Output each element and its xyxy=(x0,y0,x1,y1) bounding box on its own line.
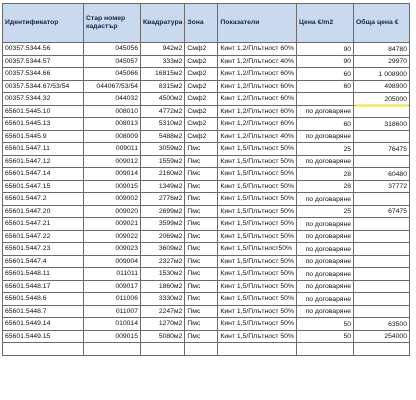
cell-indicators[interactable]: Кинт 1,5/Плътност 50% xyxy=(218,318,297,331)
header-indicators[interactable]: Показатели xyxy=(218,4,297,43)
cell-zone[interactable]: Смф2 xyxy=(185,118,218,131)
cell-id[interactable]: 65601.5447.4 xyxy=(3,255,84,268)
table-row xyxy=(3,193,410,206)
cell-zone[interactable]: Смф2 xyxy=(185,80,218,93)
header-price[interactable]: Цена €/m2 xyxy=(297,4,354,43)
cell-total[interactable]: 84780 xyxy=(354,43,410,56)
cell-price[interactable]: 60 xyxy=(297,118,354,131)
cell-area[interactable]: 3609м2 xyxy=(141,243,185,256)
cell-area[interactable]: 2699м2 xyxy=(141,205,185,218)
cell-id[interactable]: 65601.5449.14 xyxy=(3,318,84,331)
table-row xyxy=(3,305,410,318)
table-row xyxy=(3,343,410,356)
table-row xyxy=(3,330,410,343)
cell-old-number[interactable]: 009011 xyxy=(84,143,141,156)
cell-indicators[interactable]: Кинт 1,5/Плътност 50% xyxy=(218,218,297,231)
cell-id[interactable]: 65601.5447.20 xyxy=(3,205,84,218)
cell-indicators[interactable] xyxy=(218,343,297,356)
table-row xyxy=(3,318,410,331)
table-row xyxy=(3,280,410,293)
cell-zone[interactable] xyxy=(185,343,218,356)
cell-area[interactable]: 5080м2 xyxy=(141,330,185,343)
cell-id[interactable]: 65601.5447.2 xyxy=(3,193,84,206)
header-old-number[interactable]: Стар номер кадастър xyxy=(84,4,141,43)
cell-zone[interactable]: Пмс xyxy=(185,305,218,318)
cell-total[interactable] xyxy=(354,130,410,143)
cell-old-number[interactable]: 009002 xyxy=(84,193,141,206)
table-row xyxy=(3,118,410,131)
cell-id[interactable]: 65601.5447.11 xyxy=(3,143,84,156)
cell-id[interactable]: 65601.5448.17 xyxy=(3,280,84,293)
cell-total[interactable] xyxy=(354,105,410,118)
cell-old-number[interactable]: 009012 xyxy=(84,155,141,168)
cell-id[interactable]: 65601.5447.15 xyxy=(3,180,84,193)
cell-indicators[interactable]: Кинт 1,2/Плътност 60% xyxy=(218,68,297,81)
cell-old-number[interactable]: 045057 xyxy=(84,55,141,68)
cell-id[interactable]: 65601.5447.12 xyxy=(3,155,84,168)
table-row xyxy=(3,68,410,81)
table-row xyxy=(3,143,410,156)
cell-zone[interactable]: Пмс xyxy=(185,180,218,193)
cell-area[interactable]: 1559м2 xyxy=(141,155,185,168)
cell-price[interactable]: по договаряне xyxy=(297,293,354,306)
cell-price[interactable]: 28 xyxy=(297,168,354,181)
cell-indicators[interactable]: Кинт 1,5/Плътност 50% xyxy=(218,193,297,206)
cell-old-number[interactable]: 009015 xyxy=(84,180,141,193)
cell-total[interactable]: 60480 xyxy=(354,168,410,181)
cell-total[interactable]: 498900 xyxy=(354,80,410,93)
cell-price[interactable] xyxy=(297,343,354,356)
cell-total[interactable]: 37772 xyxy=(354,180,410,193)
cell-old-number[interactable] xyxy=(84,343,141,356)
cell-price[interactable] xyxy=(297,93,354,106)
cell-indicators[interactable]: Кинт 1,5/Плътност 50% xyxy=(218,255,297,268)
cell-old-number[interactable]: 008013 xyxy=(84,118,141,131)
cell-area[interactable]: 1270м2 xyxy=(141,318,185,331)
cell-price[interactable]: 90 xyxy=(297,43,354,56)
cell-total[interactable] xyxy=(354,255,410,268)
cell-old-number[interactable]: 009022 xyxy=(84,230,141,243)
table-row xyxy=(3,255,410,268)
cell-id[interactable]: 65601.5448.11 xyxy=(3,268,84,281)
cell-old-number[interactable]: 009023 xyxy=(84,243,141,256)
cell-area[interactable]: 5488м2 xyxy=(141,130,185,143)
cell-zone[interactable]: Пмс xyxy=(185,268,218,281)
cell-id[interactable]: 65601.5445.9 xyxy=(3,130,84,143)
cell-price[interactable]: по договаряне xyxy=(297,105,354,118)
cell-indicators[interactable]: Кинт 1,5/Плътност 50% xyxy=(218,180,297,193)
cell-area[interactable]: 3599м2 xyxy=(141,218,185,231)
cell-area[interactable]: 2776м2 xyxy=(141,193,185,206)
cell-area[interactable]: 1349м2 xyxy=(141,180,185,193)
cell-area[interactable]: 5310м2 xyxy=(141,118,185,131)
cell-old-number[interactable]: 044067/53/54 xyxy=(84,80,141,93)
cell-old-number[interactable]: 010014 xyxy=(84,318,141,331)
cell-indicators[interactable]: Кинт 1,2/Плътност 60% xyxy=(218,43,297,56)
cell-old-number[interactable]: 011011 xyxy=(84,268,141,281)
cell-old-number[interactable]: 044032 xyxy=(84,93,141,106)
table-row xyxy=(3,80,410,93)
cell-price[interactable]: по договаряне xyxy=(297,130,354,143)
cell-price[interactable]: 25 xyxy=(297,205,354,218)
cell-zone[interactable]: Смф2 xyxy=(185,105,218,118)
cell-price[interactable]: по договаряне xyxy=(297,280,354,293)
cell-zone[interactable]: Пмс xyxy=(185,255,218,268)
cell-price[interactable]: по договаряне xyxy=(297,305,354,318)
cell-old-number[interactable]: 009020 xyxy=(84,205,141,218)
cell-price[interactable]: 90 xyxy=(297,55,354,68)
cell-total[interactable]: 1 008900 xyxy=(354,68,410,81)
cell-area[interactable]: 2327м2 xyxy=(141,255,185,268)
cell-id[interactable]: 00357.5344.67/53/54 xyxy=(3,80,84,93)
cell-price[interactable]: 25 xyxy=(297,143,354,156)
cell-area[interactable]: 3330м2 xyxy=(141,293,185,306)
cell-old-number[interactable]: 008010 xyxy=(84,105,141,118)
cell-area[interactable]: 4772м2 xyxy=(141,105,185,118)
cell-price[interactable]: по договаряне xyxy=(297,243,354,256)
cell-old-number[interactable]: 045056 xyxy=(84,43,141,56)
table-row xyxy=(3,105,410,118)
cell-old-number[interactable]: 011007 xyxy=(84,305,141,318)
cell-area[interactable] xyxy=(141,343,185,356)
cell-area[interactable]: 16815м2 xyxy=(141,68,185,81)
cell-zone[interactable]: Смф2 xyxy=(185,130,218,143)
cell-zone[interactable]: Пмс xyxy=(185,280,218,293)
table-row xyxy=(3,268,410,281)
cell-price[interactable]: по договаряне xyxy=(297,268,354,281)
cell-indicators[interactable]: Кинт 1,2/Плътност 60% xyxy=(218,105,297,118)
cell-id[interactable]: 65601.5449.15 xyxy=(3,330,84,343)
cell-indicators[interactable]: Кинт 1,2/Плътност 40% xyxy=(218,130,297,143)
cell-price[interactable]: по договаряне xyxy=(297,218,354,231)
cell-zone[interactable]: Смф2 xyxy=(185,55,218,68)
cell-zone[interactable]: Пмс xyxy=(185,205,218,218)
table-row xyxy=(3,93,410,106)
property-table xyxy=(2,3,410,356)
cell-total[interactable]: 254000 xyxy=(354,330,410,343)
cell-old-number[interactable]: 009017 xyxy=(84,280,141,293)
cell-total[interactable] xyxy=(354,243,410,256)
cell-old-number[interactable]: 011006 xyxy=(84,293,141,306)
cell-id[interactable] xyxy=(3,343,84,356)
cell-old-number[interactable]: 009004 xyxy=(84,255,141,268)
cell-total[interactable] xyxy=(354,218,410,231)
cell-price[interactable]: по договаряне xyxy=(297,255,354,268)
cell-total[interactable] xyxy=(354,280,410,293)
cell-total[interactable] xyxy=(354,305,410,318)
cell-zone[interactable]: Пмс xyxy=(185,318,218,331)
cell-indicators[interactable]: Кинт 1,5/Плътност 50% xyxy=(218,230,297,243)
cell-id[interactable]: 65601.5445.13 xyxy=(3,118,84,131)
cell-indicators[interactable]: Кинт 1,5/Плътност 50% xyxy=(218,268,297,281)
cell-zone[interactable]: Смф2 xyxy=(185,93,218,106)
cell-indicators[interactable]: Кинт 1,5/Плътност 50% xyxy=(218,293,297,306)
cell-price[interactable]: по договаряне xyxy=(297,230,354,243)
table-row xyxy=(3,218,410,231)
cell-total[interactable]: 205000 xyxy=(354,93,410,106)
cell-old-number[interactable]: 009014 xyxy=(84,168,141,181)
table-row xyxy=(3,230,410,243)
cell-indicators[interactable]: Кинт 1,5/Плътност 50% xyxy=(218,330,297,343)
cell-area[interactable]: 2247м2 xyxy=(141,305,185,318)
table-row xyxy=(3,168,410,181)
cell-zone[interactable]: Пмс xyxy=(185,243,218,256)
cell-id[interactable]: 00357.5344.66 xyxy=(3,68,84,81)
cell-total[interactable] xyxy=(354,343,410,356)
table-row xyxy=(3,130,410,143)
cell-zone[interactable]: Пмс xyxy=(185,330,218,343)
table-row xyxy=(3,180,410,193)
cell-old-number[interactable]: 045066 xyxy=(84,68,141,81)
cell-total[interactable]: 76475 xyxy=(354,143,410,156)
cell-total[interactable] xyxy=(354,230,410,243)
table-row xyxy=(3,155,410,168)
cell-id[interactable]: 00357.5344.56 xyxy=(3,43,84,56)
cell-area[interactable]: 333м2 xyxy=(141,55,185,68)
cell-indicators[interactable]: Кинт 1,2/Плътност 60% xyxy=(218,118,297,131)
cell-area[interactable]: 2069м2 xyxy=(141,230,185,243)
cell-indicators[interactable]: Кинт 1,2/Плътност 60% xyxy=(218,80,297,93)
table-row xyxy=(3,293,410,306)
cell-area[interactable]: 4500м2 xyxy=(141,93,185,106)
cell-id[interactable]: 65601.5445.10 xyxy=(3,105,84,118)
cell-price[interactable]: по договаряне xyxy=(297,155,354,168)
cell-area[interactable]: 1860м2 xyxy=(141,280,185,293)
cell-total[interactable] xyxy=(354,268,410,281)
cell-zone[interactable]: Пмс xyxy=(185,230,218,243)
table-row xyxy=(3,205,410,218)
cell-total[interactable] xyxy=(354,155,410,168)
cell-price[interactable]: 50 xyxy=(297,318,354,331)
cell-total[interactable]: 63500 xyxy=(354,318,410,331)
cell-area[interactable]: 8315м2 xyxy=(141,80,185,93)
cell-total[interactable]: 29970 xyxy=(354,55,410,68)
cell-indicators[interactable]: Кинт 1,5/Плътност 50% xyxy=(218,305,297,318)
cell-zone[interactable]: Пмс xyxy=(185,293,218,306)
cell-zone[interactable]: Пмс xyxy=(185,168,218,181)
cell-area[interactable]: 942м2 xyxy=(141,43,185,56)
cell-id[interactable]: 00357.5344.57 xyxy=(3,55,84,68)
cell-zone[interactable]: Смф2 xyxy=(185,68,218,81)
header-row xyxy=(3,4,410,43)
cell-id[interactable]: 65601.5447.21 xyxy=(3,218,84,231)
cell-id[interactable]: 65601.5447.22 xyxy=(3,230,84,243)
cell-zone[interactable]: Пмс xyxy=(185,155,218,168)
header-area[interactable]: Квадратура xyxy=(141,4,185,43)
table-row xyxy=(3,55,410,68)
header-zone[interactable]: Зона xyxy=(185,4,218,43)
cell-id[interactable]: 65601.5448.6 xyxy=(3,293,84,306)
cell-total[interactable]: 318600 xyxy=(354,118,410,131)
cell-zone[interactable]: Смф2 xyxy=(185,43,218,56)
cell-indicators[interactable]: Кинт 1,2/Плътност 40% xyxy=(218,55,297,68)
cell-total[interactable] xyxy=(354,293,410,306)
cell-area[interactable]: 2160м2 xyxy=(141,168,185,181)
cell-indicators[interactable]: Кинт 1,5/Плътност 50% xyxy=(218,155,297,168)
cell-price[interactable]: 50 xyxy=(297,330,354,343)
cell-old-number[interactable]: 008009 xyxy=(84,130,141,143)
cell-total[interactable]: 67475 xyxy=(354,205,410,218)
cell-indicators[interactable]: Кинт 1,2/Плътност 60% xyxy=(218,93,297,106)
cell-indicators[interactable]: Кинт 1,5/Плътност 50% xyxy=(218,168,297,181)
table-row xyxy=(3,243,410,256)
header-total[interactable]: Обща цена € xyxy=(354,4,410,43)
cell-price[interactable]: 60 xyxy=(297,68,354,81)
cell-indicators[interactable]: Кинт 1,5/Плътност 50% xyxy=(218,280,297,293)
cell-indicators[interactable]: Кинт 1,5/Плътност 50% xyxy=(218,205,297,218)
cell-zone[interactable]: Пмс xyxy=(185,193,218,206)
cell-price[interactable]: 28 xyxy=(297,180,354,193)
cell-price[interactable]: по договаряне xyxy=(297,193,354,206)
table-row xyxy=(3,43,410,56)
cell-total[interactable] xyxy=(354,193,410,206)
cell-zone[interactable]: Пмс xyxy=(185,218,218,231)
cell-zone[interactable]: Пмс xyxy=(185,143,218,156)
cell-area[interactable]: 3059м2 xyxy=(141,143,185,156)
cell-indicators[interactable]: Кинт 1,5/Плътност 50% xyxy=(218,143,297,156)
cell-old-number[interactable]: 009015 xyxy=(84,330,141,343)
header-id[interactable]: Идентификатор xyxy=(3,4,84,43)
cell-indicators[interactable]: Кинт 1,5/Плътност50% xyxy=(218,243,297,256)
cell-id[interactable]: 65601.5448.7 xyxy=(3,305,84,318)
cell-old-number[interactable]: 009021 xyxy=(84,218,141,231)
cell-price[interactable]: 60 xyxy=(297,80,354,93)
cell-area[interactable]: 1530м2 xyxy=(141,268,185,281)
cell-id[interactable]: 00357.5344.32 xyxy=(3,93,84,106)
cell-id[interactable]: 65601.5447.23 xyxy=(3,243,84,256)
cell-id[interactable]: 65601.5447.14 xyxy=(3,168,84,181)
